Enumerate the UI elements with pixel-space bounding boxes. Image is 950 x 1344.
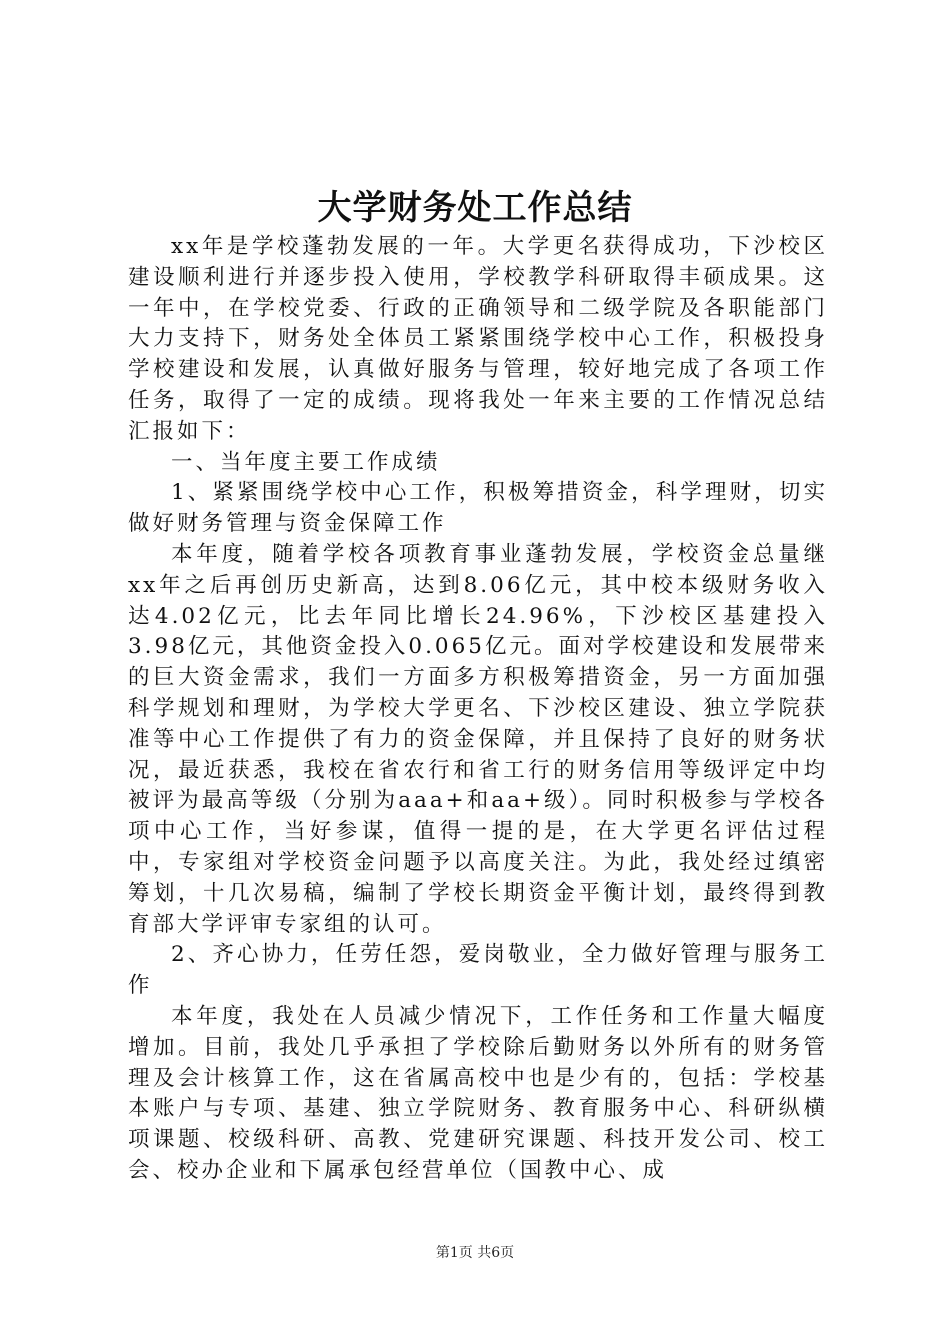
subsection-heading-1: 1、紧紧围绕学校中心工作，积极筹措资金，科学理财，切实做好财务管理与资金保障工作: [128, 480, 828, 537]
document-title: 大学财务处工作总结: [317, 188, 633, 228]
workload-paragraph: 本年度，我处在人员减少情况下，工作任务和工作量大幅度增加。目前，我处几乎承担了学校除后勤财务以外所有的财务管理及会计核算工作，这在省属高校中也是少有的，包括：学校基本账户与专项、基建、独立学院财务、教育服务中心、科研纵横项课题、校级科研、高教、党建研究课题、科技开发公司、校工会、校办企业和下属承包经营单位（国教中心、成: [128, 1003, 828, 1183]
subsection-heading-2: 2、齐心协力，任劳任怨，爱岗敬业，全力做好管理与服务工作: [128, 942, 828, 999]
section-heading-1: 一、当年度主要工作成绩: [171, 449, 441, 475]
intro-paragraph: xx年是学校蓬勃发展的一年。大学更名获得成功，下沙校区建设顺利进行并逐步投入使用，学校教学科研取得丰硕成果。这一年中，在学校党委、行政的正确领导和二级学院及各职能部门大力支持下，财务处全体员工紧紧围绕学校中心工作，积极投身学校建设和发展，认真做好服务与管理，较好地完成了各项工作任务，取得了一定的成绩。现将我处一年来主要的工作情况总结汇报如下：: [128, 234, 828, 444]
document-body: [128, 232, 828, 1187]
page-number-footer: 第1页 共6页: [435, 1245, 515, 1261]
funding-paragraph: 本年度，随着学校各项教育事业蓬勃发展，学校资金总量继xx年之后再创历史新高，达到8.06亿元，其中校本级财务收入达4.02亿元，比去年同比增长24.96%，下沙校区基建投入3.98亿元，其他资金投入0.065亿元。面对学校建设和发展带来的巨大资金需求，我们一方面多方积极筹措资金，另一方面加强科学规划和理财，为学校大学更名、下沙校区建设、独立学院获准等中心工作提供了有力的资金保障，并且保持了良好的财务状况，最近获悉，我校在省农行和省工行的财务信用等级评定中均被评为最高等级（分别为aaa+和aa+级）。同时积极参与学校各项中心工作，当好参谋，值得一提的是，在大学更名评估过程中，专家组对学校资金问题予以高度关注。为此，我处经过缜密筹划，十几次易稿，编制了学校长期资金平衡计划，最终得到教育部大学评审专家组的认可。: [128, 541, 828, 937]
